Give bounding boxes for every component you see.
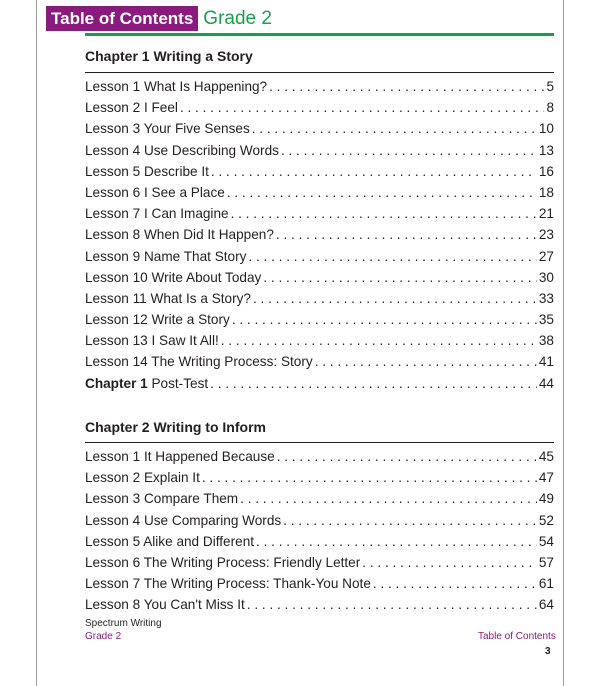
- dot-leader: [211, 161, 537, 182]
- toc-entry-posttest: [85, 373, 554, 394]
- dot-leader: [252, 118, 537, 139]
- footer-series: Spectrum Writing: [85, 618, 162, 629]
- dot-leader: [253, 288, 537, 309]
- toc-entry-page: 57: [538, 554, 554, 570]
- toc-entry-page: 35: [538, 312, 554, 328]
- dot-leader: [256, 531, 537, 552]
- chapter-2-divider: [85, 442, 554, 443]
- dot-leader: [362, 552, 537, 573]
- toc-entry: [85, 76, 554, 97]
- toc-entry: [85, 203, 554, 224]
- dot-leader: [277, 446, 537, 467]
- toc-entry-page: 54: [538, 533, 554, 549]
- toc-entry: [85, 510, 554, 531]
- toc-entry-page: 47: [538, 470, 554, 486]
- chapter-1-divider: [85, 72, 554, 73]
- toc-entry-page: 5: [546, 79, 554, 94]
- dot-leader: [315, 351, 537, 372]
- dot-leader: [180, 97, 544, 118]
- toc-entry: [85, 552, 554, 573]
- toc-entry-page: 27: [538, 248, 554, 264]
- dot-leader: [263, 267, 537, 288]
- toc-entry-page: 61: [538, 576, 554, 592]
- toc-entry-title: Lesson 5 Describe It: [85, 163, 209, 179]
- dot-leader: [276, 224, 537, 245]
- toc-entry-title: Lesson 2 Explain It: [85, 470, 200, 486]
- chapter-2-toc: [85, 446, 554, 616]
- toc-entry: [85, 531, 554, 552]
- toc-entry-page: 44: [538, 375, 554, 391]
- header-rule: [85, 33, 554, 36]
- toc-entry-page: 49: [538, 491, 554, 507]
- toc-entry: [85, 330, 554, 351]
- chapter-2-heading: Chapter 2 Writing to Inform: [85, 419, 266, 435]
- toc-entry-title: Lesson 13 I Saw It All!: [85, 333, 219, 349]
- toc-entry-page: 16: [538, 163, 554, 179]
- chapter-1-toc: [85, 76, 554, 394]
- header-grade: Grade 2: [203, 7, 272, 29]
- posttest-chapter-label: Chapter 1: [85, 375, 148, 391]
- toc-entry-title: Lesson 10 Write About Today: [85, 269, 262, 285]
- toc-entry: [85, 140, 554, 161]
- toc-entry: [85, 246, 554, 267]
- toc-entry: [85, 594, 554, 615]
- dot-leader: [232, 309, 537, 330]
- dot-leader: [202, 467, 537, 488]
- toc-entry-title: Lesson 8 When Did It Happen?: [85, 227, 274, 243]
- page-border-left: [36, 0, 37, 686]
- toc-entry-title: Lesson 5 Alike and Different: [85, 533, 255, 549]
- toc-entry-title: Lesson 4 Use Describing Words: [85, 142, 279, 158]
- dot-leader: [240, 488, 537, 509]
- toc-entry-title: [85, 373, 208, 394]
- page-header: [46, 5, 272, 31]
- toc-entry-page: 23: [538, 227, 554, 243]
- toc-entry-page: 21: [538, 206, 554, 222]
- dot-leader: [221, 330, 537, 351]
- toc-entry: [85, 161, 554, 182]
- toc-entry-title: Lesson 9 Name That Story: [85, 248, 247, 264]
- dot-leader: [248, 246, 536, 267]
- dot-leader: [231, 203, 537, 224]
- toc-entry: [85, 467, 554, 488]
- toc-entry: [85, 224, 554, 245]
- toc-entry-title: Lesson 8 You Can't Miss It: [85, 597, 245, 613]
- toc-entry: [85, 118, 554, 139]
- toc-entry-title: Lesson 7 I Can Imagine: [85, 206, 229, 222]
- toc-entry-page: 18: [538, 184, 554, 200]
- dot-leader: [269, 76, 544, 97]
- toc-entry-page: 52: [538, 512, 554, 528]
- dot-leader: [247, 594, 537, 615]
- toc-entry-page: 33: [538, 290, 554, 306]
- toc-entry: [85, 488, 554, 509]
- footer-section: Table of Contents: [478, 631, 556, 642]
- toc-entry: [85, 351, 554, 372]
- toc-entry-title: Lesson 7 The Writing Process: Thank-You Note: [85, 576, 371, 592]
- toc-entry: [85, 446, 554, 467]
- toc-entry: [85, 288, 554, 309]
- toc-entry: [85, 267, 554, 288]
- toc-entry-title: Lesson 1 What Is Happening?: [85, 79, 268, 94]
- toc-entry-title: Lesson 14 The Writing Process: Story: [85, 354, 313, 370]
- toc-entry: [85, 97, 554, 118]
- toc-entry: [85, 573, 554, 594]
- posttest-label: Post-Test: [151, 375, 209, 391]
- toc-entry-page: 10: [538, 121, 554, 137]
- page-border-right: [563, 0, 564, 686]
- toc-entry-title: Lesson 4 Use Comparing Words: [85, 512, 282, 528]
- toc-entry-page: 38: [538, 333, 554, 349]
- dot-leader: [227, 182, 537, 203]
- toc-entry: [85, 182, 554, 203]
- toc-entry-page: 45: [538, 449, 554, 464]
- chapter-1-heading: Chapter 1 Writing a Story: [85, 48, 253, 64]
- toc-entry-page: 64: [538, 597, 554, 613]
- toc-entry-page: 8: [546, 100, 554, 116]
- toc-entry: [85, 309, 554, 330]
- toc-entry-title: Lesson 3 Your Five Senses: [85, 121, 250, 137]
- page-number: 3: [545, 646, 551, 657]
- toc-entry-title: Lesson 11 What Is a Story?: [85, 290, 251, 306]
- toc-entry-title: Lesson 6 I See a Place: [85, 184, 225, 200]
- dot-leader: [210, 373, 537, 394]
- dot-leader: [373, 573, 537, 594]
- header-label: Table of Contents: [46, 6, 198, 31]
- toc-entry-title: Lesson 1 It Happened Because: [85, 449, 275, 464]
- toc-entry-title: Lesson 6 The Writing Process: Friendly Letter: [85, 554, 361, 570]
- dot-leader: [281, 140, 537, 161]
- dot-leader: [283, 510, 537, 531]
- toc-entry-title: Lesson 3 Compare Them: [85, 491, 239, 507]
- toc-entry-title: Lesson 12 Write a Story: [85, 312, 230, 328]
- toc-entry-page: 30: [538, 269, 554, 285]
- toc-entry-title: Lesson 2 I Feel: [85, 100, 178, 116]
- toc-entry-page: 41: [538, 354, 554, 370]
- toc-entry-page: 13: [538, 142, 554, 158]
- footer-grade: Grade 2: [85, 631, 122, 642]
